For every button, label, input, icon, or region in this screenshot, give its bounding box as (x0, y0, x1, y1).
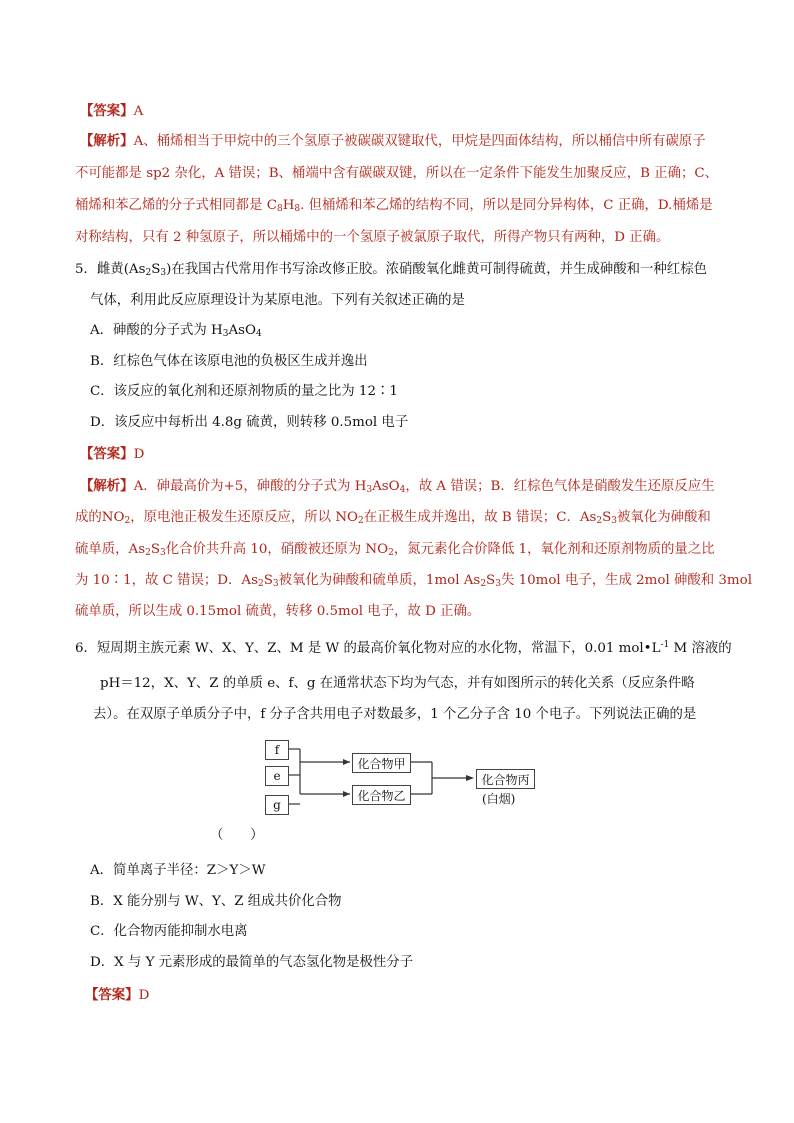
analysis-tag: 【解析】 (80, 133, 134, 149)
q4-analysis-line-4: 对称结构，只有 2 种氢原子，所以桶烯中的一个氢原子被氯原子取代，所得产物只有两种，D 正确。 (75, 230, 670, 245)
compound-a-box: 化合物甲 (352, 753, 411, 773)
subscript: 2 (480, 579, 487, 589)
analysis-text: H (282, 198, 295, 213)
analysis-text: A．砷最高价为+5，砷酸的分子式为 H (133, 479, 367, 494)
answer-blank: （ ） (210, 828, 264, 843)
compound-c-note: (白烟) (482, 792, 516, 806)
analysis-text: 化合价共升高 10，硝酸被还原为 NO (165, 542, 389, 557)
analysis-text: 被氧化为砷酸和硫单质，1mol As (278, 573, 481, 588)
subscript: 2 (145, 268, 152, 278)
subscript: 3 (611, 516, 618, 526)
analysis-text: ，故 A 错误；B．红棕色气体是硝酸发生还原反应生 (405, 479, 715, 494)
subscript: 8 (294, 204, 301, 214)
compound-b-box: 化合物乙 (352, 785, 411, 805)
q5-option-d: D．该反应中每析出 4.8g 硫黄，则转移 0.5mol 电子 (90, 415, 409, 430)
substance-g-box: g (265, 795, 289, 815)
analysis-text: 被氧化为砷酸和 (617, 510, 711, 525)
analysis-text: 失 10mol 电子，生成 2mol 砷酸和 3mol (500, 573, 752, 588)
subscript: 2 (388, 548, 394, 558)
q6-option-b: B．X 能分别与 W、Y、Z 组成共价化合物 (90, 894, 342, 909)
answer-tag: 【答案】 (80, 103, 134, 119)
analysis-text: AsO (372, 479, 400, 494)
analysis-text: S (602, 510, 612, 525)
stem-text: S (151, 262, 161, 277)
q4-analysis-line-2: 不可能都是 sp2 杂化，A 错误；B、桶端中含有碳碳双键，所以在一定条件下能发生加聚反应，B 正确；C、 (75, 166, 718, 181)
subscript: 3 (222, 329, 229, 339)
q6-stem-line-2: pH＝12，X、Y、Z 的单质 e、f、g 在通常状态下均为气态，并有如图所示的转化关系（反应条件略 (100, 676, 695, 691)
q6-option-c: C．化合物丙能抑制水电离 (90, 924, 248, 939)
q6-option-a: A．简单离子半径：Z＞Y＞W (90, 863, 266, 878)
subscript: 2 (358, 516, 364, 526)
stem-text: M 溶液的 (669, 641, 732, 656)
subscript: 2 (145, 548, 151, 558)
answer-tag: 【答案】 (85, 987, 139, 1003)
analysis-text: S (486, 573, 496, 588)
subscript: 2 (257, 579, 264, 589)
subscript: 3 (160, 268, 167, 278)
compound-c-box: 化合物丙 (476, 769, 535, 789)
analysis-text: . 但桶烯和苯乙烯的结构不同，所以是同分异构体，C 正确，D.桶烯是 (300, 198, 713, 213)
q6-option-d: D．X 与 Y 元素形成的最简单的气态氢化物是极性分子 (90, 955, 414, 970)
substance-e-box: e (265, 766, 289, 786)
answer-value: A (133, 104, 144, 119)
superscript: -1 (660, 640, 670, 650)
analysis-text: 在正极生成并逸出，故 B 错误；C．As (363, 510, 597, 525)
arrowhead-c (466, 775, 474, 781)
stem-text: 6．短周期主族元素 W、X、Y、Z、M 是 W 的最高价氧化物对应的水化物，常温下，0.01 mol•L (75, 641, 661, 656)
stem-text: 5．雌黄(As (75, 262, 146, 277)
analysis-text: ，氮元素化合价降低 1，氧化剂和还原剂物质的量之比 (393, 542, 715, 557)
answer-value: D (133, 447, 145, 462)
q6-stem-line-3: 去）。在双原子单质分子中，f 分子含共用电子对数最多，1 个乙分子含 10 个电子。下列说法正确的是 (93, 707, 697, 722)
subscript: 8 (276, 204, 283, 214)
q5-option-c: C．该反应的氧化剂和还原剂物质的量之比为 12∶1 (90, 384, 398, 399)
q5-stem-line-2: 气体，利用此反应原理设计为某原电池。下列有关叙述正确的是 (90, 293, 465, 308)
analysis-text: 硫单质，As (75, 542, 146, 557)
analysis-tag: 【解析】 (80, 478, 134, 494)
answer-tag: 【答案】 (80, 446, 134, 462)
arrowhead-b (343, 791, 350, 797)
analysis-text: S (150, 542, 161, 557)
option-text: A．砷酸的分子式为 H (90, 323, 223, 338)
subscript: 2 (596, 516, 603, 526)
substance-f-box: f (265, 740, 289, 760)
subscript: 3 (160, 548, 166, 558)
analysis-text: ，原电池正极发生还原反应，所以 NO (130, 510, 359, 525)
subscript: 4 (256, 329, 262, 339)
subscript: 2 (124, 516, 131, 526)
subscript: 3 (272, 579, 279, 589)
q5-analysis-line-5: 硫单质，所以生成 0.15mol 硫黄，转移 0.5mol 电子，故 D 正确。 (75, 604, 481, 619)
arrowhead-a (343, 759, 350, 765)
q5-option-b: B．红棕色气体在该原电池的负极区生成并逸出 (90, 354, 368, 369)
analysis-text: S (263, 573, 273, 588)
analysis-text: 桶烯和苯乙烯的分子式相同都是 C (75, 198, 277, 213)
subscript: 3 (366, 485, 373, 495)
option-text: AsO (228, 323, 256, 338)
subscript: 3 (495, 579, 501, 589)
q6-answer (85, 985, 149, 1006)
analysis-text: 成的NO (75, 510, 125, 525)
analysis-text: A、桶烯相当于甲烷中的三个氢原子被碳碳双键取代，甲烷是四面体结构，所以桶信中所有碳原子 (133, 134, 706, 149)
analysis-text: 为 10∶1，故 C 错误；D．As (75, 573, 258, 588)
answer-value: D (138, 988, 150, 1003)
stem-text: )在我国古代常用作书写涂改修正胶。浓硝酸氧化雌黄可制得硫黄，并生成砷酸和一种红棕色 (166, 262, 707, 277)
subscript: 4 (399, 485, 406, 495)
